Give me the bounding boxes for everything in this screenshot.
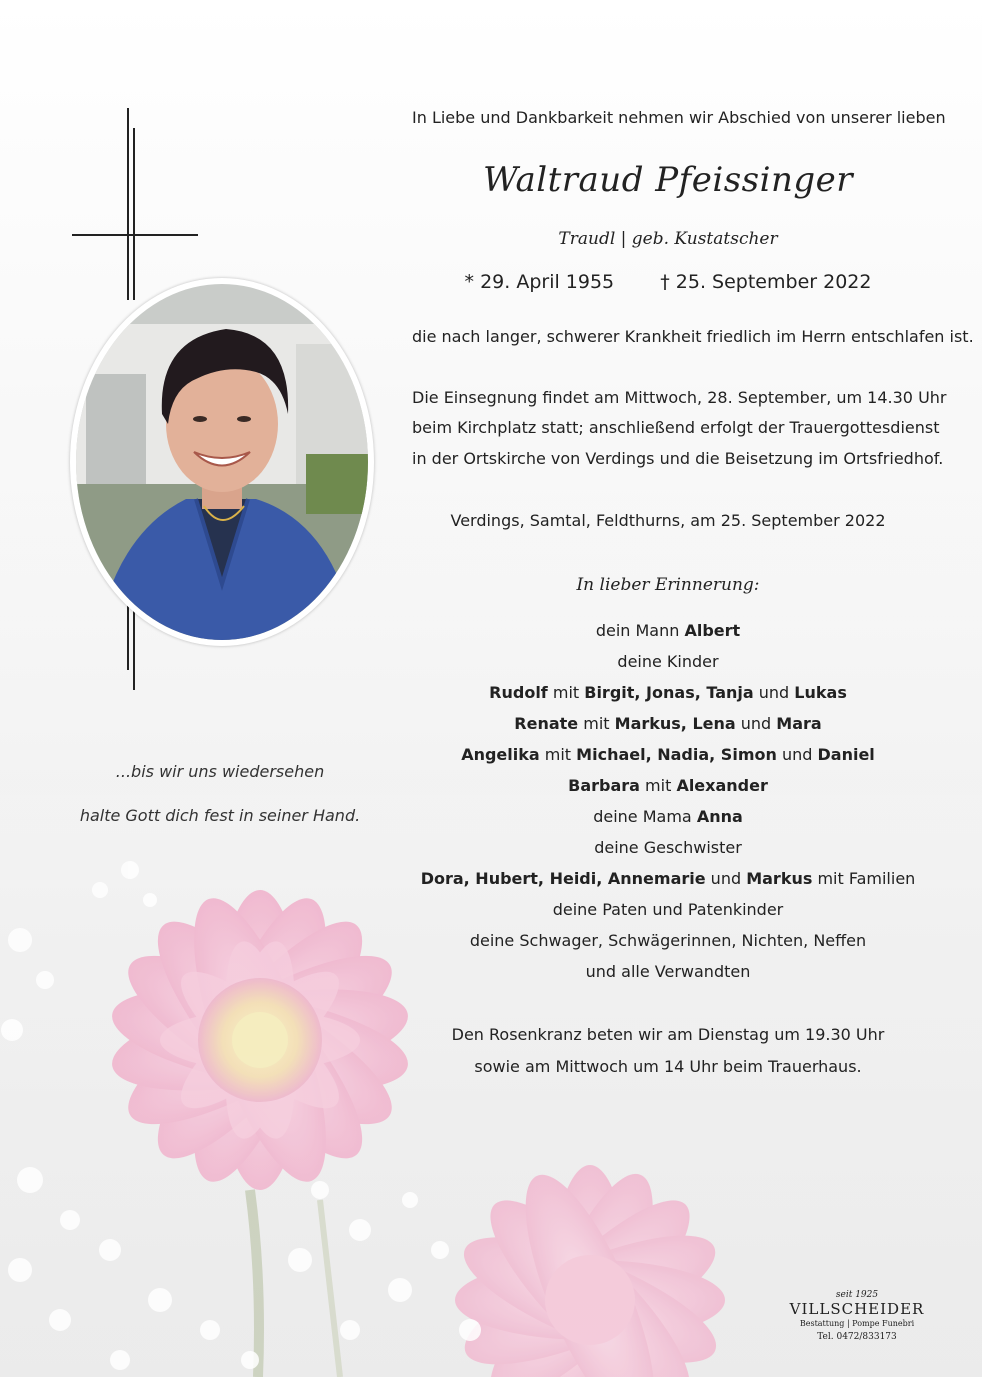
life-dates [412,270,924,294]
mourner-line: Dora, Hubert, Heidi, Annemarie und Markus mit Familien [420,869,916,888]
portrait-photo [76,284,368,640]
mourner-line: und alle Verwandten [585,962,751,981]
brand-since: seit 1925 [835,1290,879,1300]
ceremony-line: beim Kirchplatz statt; anschließend erfolgt der Trauergottesdienst [412,418,940,437]
brand-name: VILLSCHEIDER [789,1300,925,1318]
intro-text: In Liebe und Dankbarkeit nehmen wir Abschied von unserer lieben [412,108,946,127]
funeral-home-logo [782,1290,932,1344]
birth-date: * 29. April 1955 [464,271,615,293]
cross-horizontal-line [72,234,198,236]
cross-vertical-line [133,128,135,300]
mourner-line: deine Geschwister [594,838,742,857]
cross-vertical-line [127,108,129,300]
mourner-line: Renate mit Markus, Lena und Mara [514,714,822,733]
place-date: Verdings, Samtal, Feldthurns, am 25. September 2022 [450,511,886,530]
passing-text: die nach langer, schwerer Krankheit friedlich im Herrn entschlafen ist. [412,327,974,346]
mourner-line: Rudolf mit Birgit, Jonas, Tanja und Lukas [489,683,847,702]
brand-phone: Tel. 0472/833173 [817,1332,897,1342]
ceremony-line: in der Ortskirche von Verdings und die Beisetzung im Ortsfriedhof. [412,449,944,468]
ceremony-line: Die Einsegnung findet am Mittwoch, 28. September, um 14.30 Uhr [412,388,947,407]
mourner-line: dein Mann Albert [595,621,741,640]
mourner-line: deine Schwager, Schwägerinnen, Nichten, Neffen [469,931,867,950]
deceased-name: Waltraud Pfeissinger [482,160,854,200]
deceased-nickname: Traudl | geb. Kustatscher [558,229,778,249]
death-date: † 25. September 2022 [660,271,872,293]
mourner-line: deine Paten und Patenkinder [552,900,784,919]
rosary-line: sowie am Mittwoch um 14 Uhr beim Trauerhaus. [474,1057,862,1076]
mourner-line: deine Mama Anna [593,807,743,826]
quote-line: halte Gott dich fest in seiner Hand. [79,806,361,825]
quote-line: ...bis wir uns wiedersehen [115,762,325,781]
cross-vertical-line [133,600,135,690]
mourner-line: deine Kinder [617,652,719,671]
brand-tagline: Bestattung | Pompe Funebri [799,1319,915,1328]
mourner-line: Barbara mit Alexander [568,776,768,795]
cross-vertical-line [127,600,129,670]
rosary-line: Den Rosenkranz beten wir am Dienstag um 19.30 Uhr [451,1025,885,1044]
memory-heading: In lieber Erinnerung: [576,575,760,595]
mourner-line: Angelika mit Michael, Nadia, Simon und Daniel [461,745,875,764]
